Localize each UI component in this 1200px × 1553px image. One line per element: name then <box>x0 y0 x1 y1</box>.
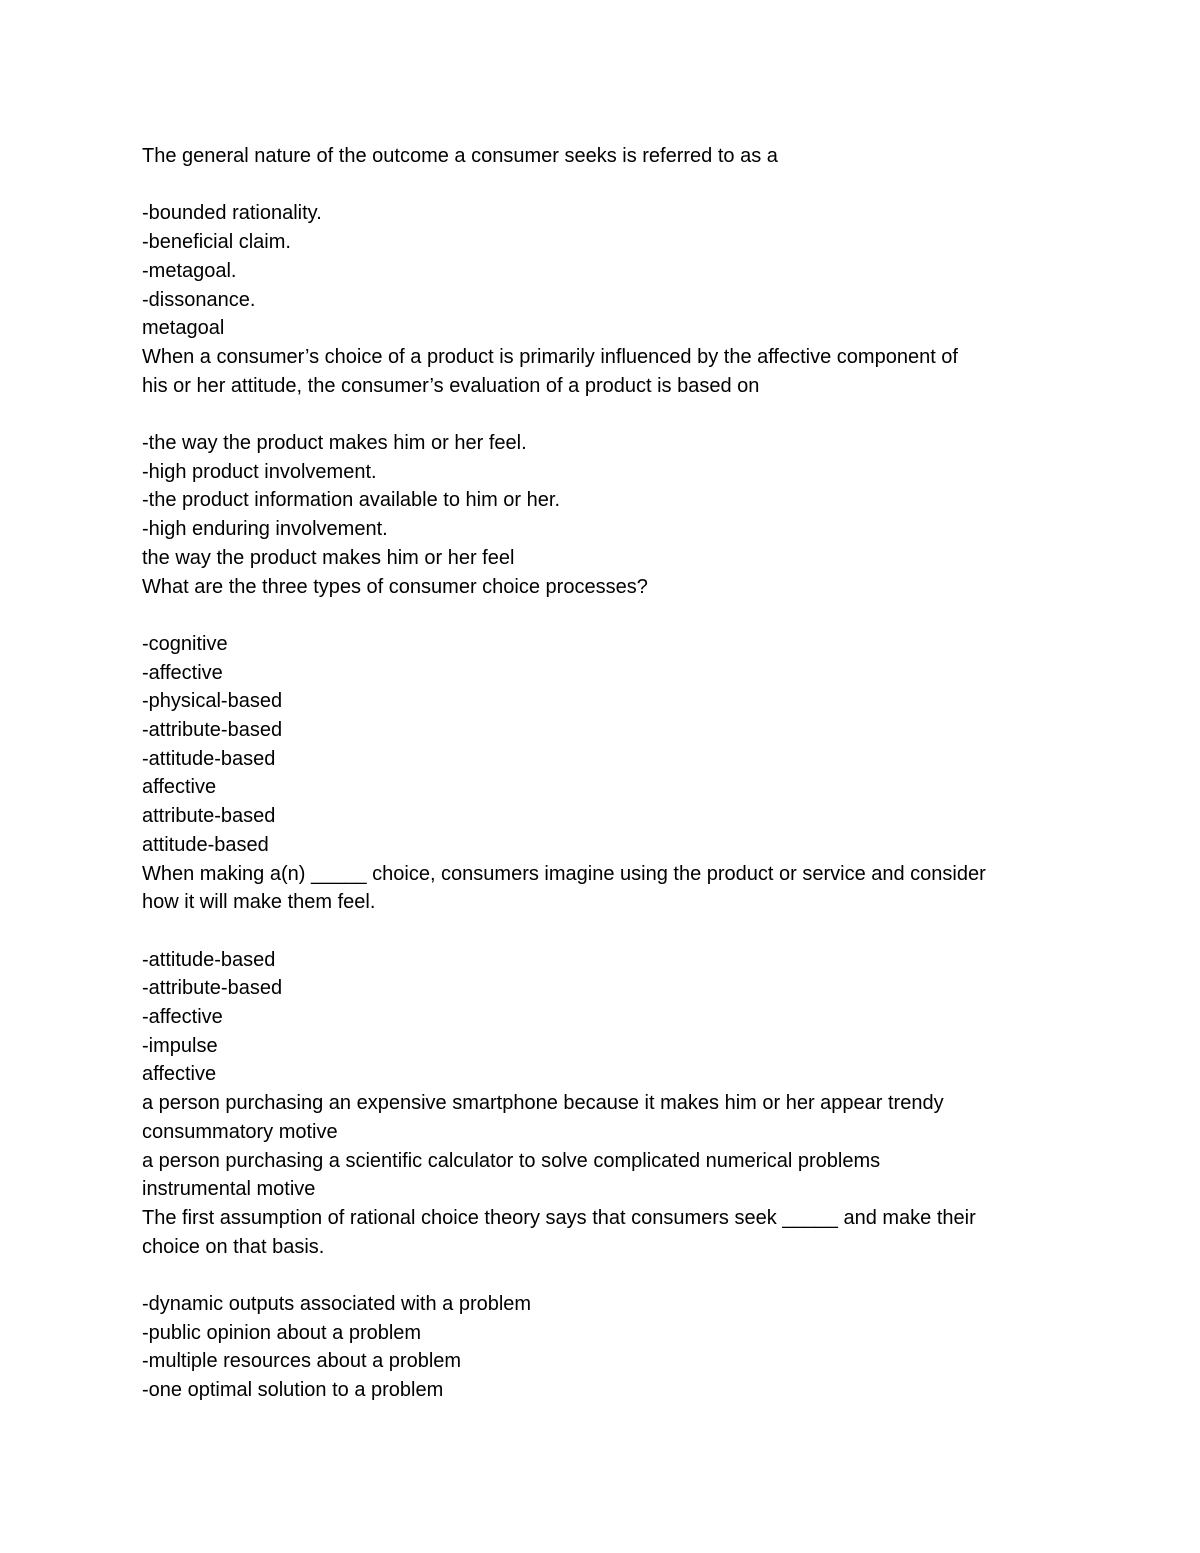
correct-answer: attribute-based <box>142 805 276 828</box>
document-body <box>142 142 1062 1405</box>
answer-option: -dynamic outputs associated with a problem <box>142 1293 532 1316</box>
answer-option: -attitude-based <box>142 747 276 770</box>
answer-option: -public opinion about a problem <box>142 1321 422 1344</box>
answer-option: -dissonance. <box>142 288 256 311</box>
correct-answer: consummatory motive <box>142 1120 338 1143</box>
question-text: a person purchasing an expensive smartphone because it makes him or her appear trendy <box>142 1092 944 1115</box>
correct-answer: instrumental motive <box>142 1178 316 1201</box>
question-text: When making a(n) _____ choice, consumers imagine using the product or service and consider <box>142 862 986 885</box>
answer-option: -attribute-based <box>142 977 283 1000</box>
answer-option: -metagoal. <box>142 259 237 282</box>
answer-option: -the way the product makes him or her feel. <box>142 432 527 454</box>
answer-option: -affective <box>142 1006 223 1029</box>
blank-line <box>142 400 1062 429</box>
answer-option: -bounded rationality. <box>142 202 322 225</box>
answer-option: -attitude-based <box>142 948 276 971</box>
answer-option: -one optimal solution to a problem <box>142 1379 444 1402</box>
answer-option: -cognitive <box>142 632 228 655</box>
question-text: When a consumer’s choice of a product is primarily influenced by the affective component of <box>142 345 958 368</box>
answer-option: -the product information available to him or her. <box>142 489 560 512</box>
question-text: choice on that basis. <box>142 1235 325 1258</box>
answer-option: -affective <box>142 661 223 684</box>
question-text: a person purchasing a scientific calculator to solve complicated numerical problems <box>142 1149 881 1172</box>
answer-option: -physical-based <box>142 690 283 713</box>
blank-line <box>142 1261 1062 1290</box>
question-text: The general nature of the outcome a consumer seeks is referred to as a <box>142 145 778 167</box>
blank-line <box>142 601 1062 630</box>
question-text: how it will make them feel. <box>142 891 376 914</box>
answer-option: -high product involvement. <box>142 460 377 483</box>
correct-answer: the way the product makes him or her feel <box>142 546 515 569</box>
answer-option: -high enduring involvement. <box>142 518 388 541</box>
answer-option: -beneficial claim. <box>142 231 291 254</box>
correct-answer: metagoal <box>142 317 225 340</box>
blank-line <box>142 917 1062 946</box>
correct-answer: affective <box>142 776 217 799</box>
answer-option: -multiple resources about a problem <box>142 1350 462 1373</box>
correct-answer: attitude-based <box>142 833 269 856</box>
correct-answer: affective <box>142 1063 217 1086</box>
answer-option: -impulse <box>142 1034 218 1057</box>
answer-option: -attribute-based <box>142 719 283 742</box>
blank-line <box>142 171 1062 200</box>
question-text: his or her attitude, the consumer’s evaluation of a product is based on <box>142 374 760 397</box>
question-text: The first assumption of rational choice theory says that consumers seek _____ and make their <box>142 1206 976 1229</box>
question-text: What are the three types of consumer choice processes? <box>142 575 648 598</box>
